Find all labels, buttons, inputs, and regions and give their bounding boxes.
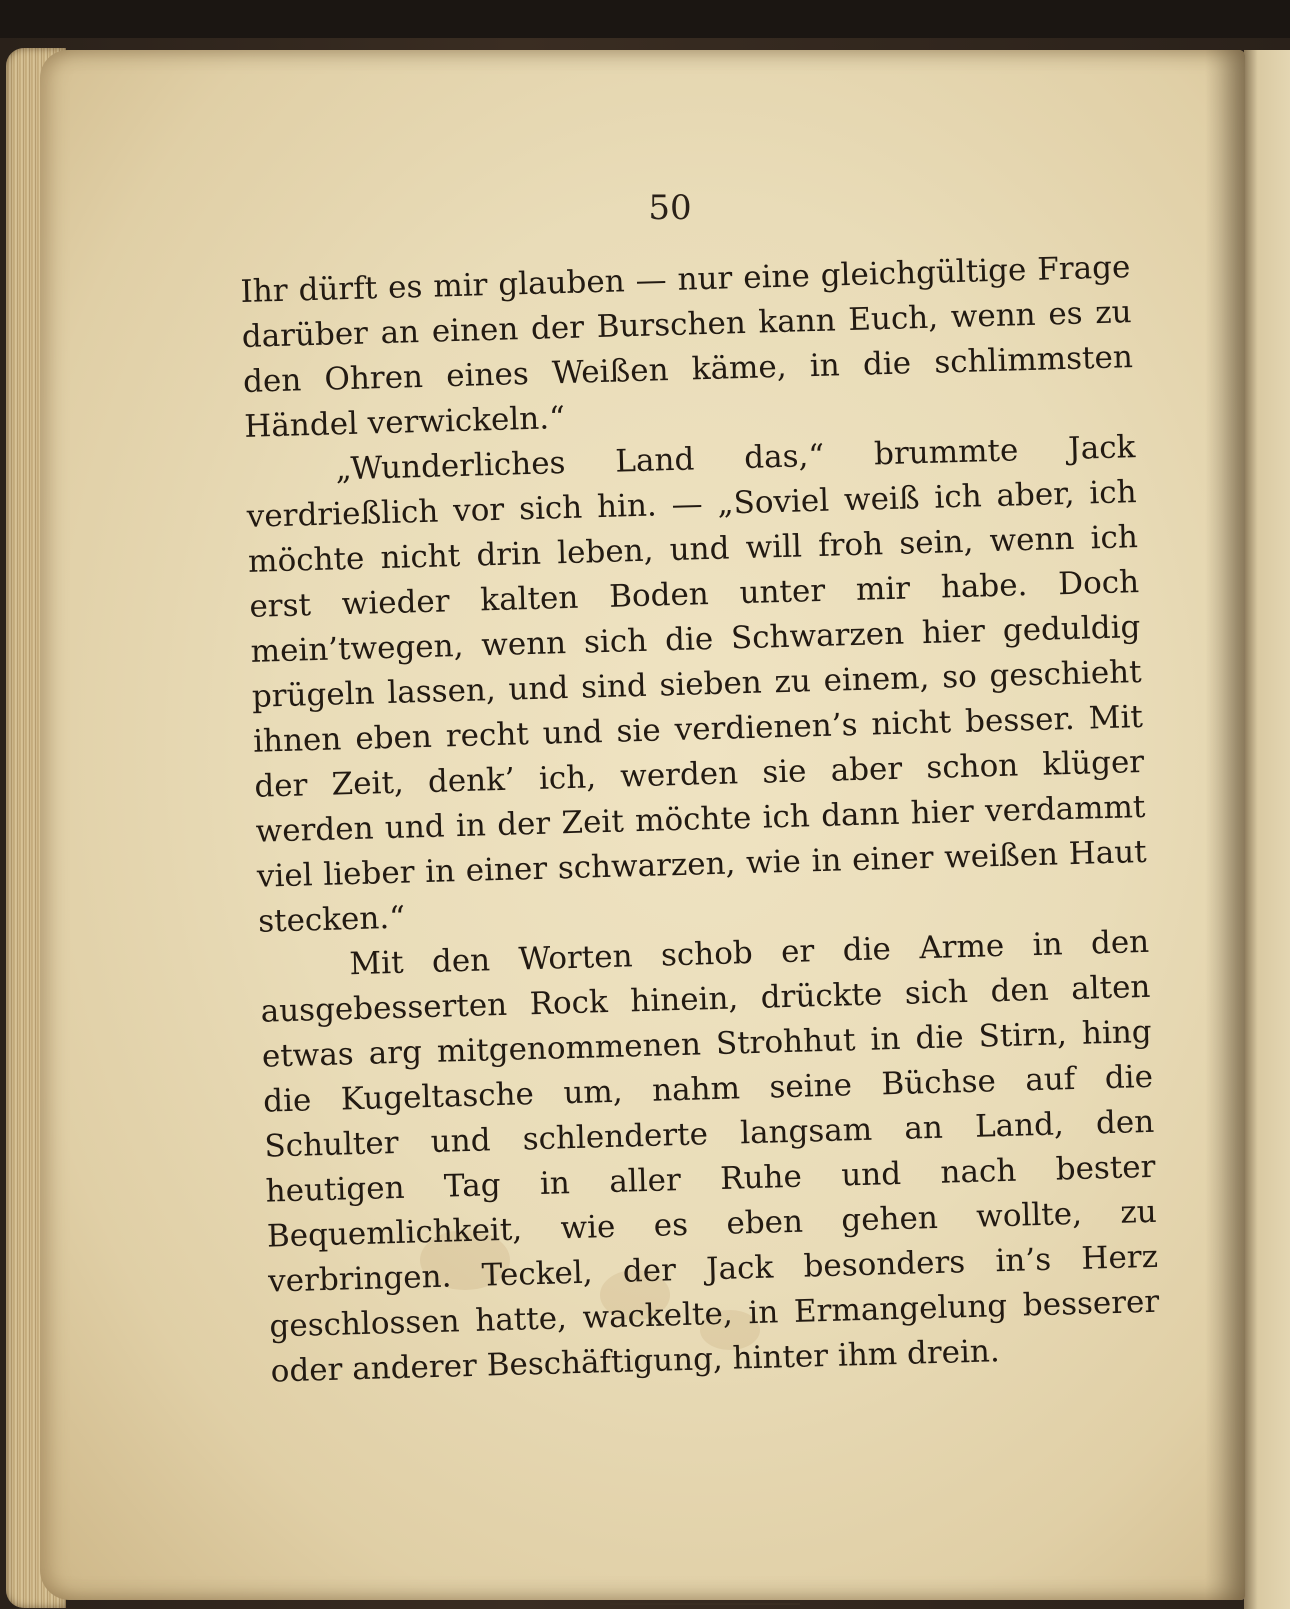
paragraph-1: Ihr dürft es mir glauben — nur eine gleichgültige Frage darüber an einen der Burschen kann Euch, wenn es zu den Ohren eines Weißen käme, in die schlimmsten Händel verwickeln.“ xyxy=(240,249,1134,445)
paragraph-3: Mit den Worten schob er die Arme in den ausgebesserten Rock hinein, drückte sich den alten etwas arg mitgenommenen Strohhut in die Stirn, hing die Kugeltasche um, nahm seine Büchse auf die Schulter und schlenderte langsam an Land, den heutigen Tag in aller Ruhe und nach bester Bequemlichkeit, wie es eben gehen wollte, zu verbringen. Teckel, der Jack besonders in’s Herz geschlossen hatte, wackelte, in Ermangelung besserer oder anderer Beschäftigung, hinter ihm drein. xyxy=(260,923,1160,1390)
paragraph-2: „Wunderliches Land das,“ brummte Jack verdrießlich vor sich hin. — „Soviel weiß ich aber, ich möchte nicht drin leben, und will froh sein, wenn ich erst wieder kalten Boden unter mir habe. Doch mein’twegen, wenn sich die Schwarzen hier geduldig prügeln lassen, und sind sieben zu einem, so geschieht ihnen eben recht und sie verdienen’s nicht besser. Mit der Zeit, denk’ ich, werden sie aber schon klüger werden und in der Zeit möchte ich dann hier verdammt viel lieber in einer schwarzen, wie in einer weißen Haut stecken.“ xyxy=(246,429,1148,940)
facing-page-edge xyxy=(1244,50,1290,1609)
body-text xyxy=(240,245,1161,1394)
page-number: 50 xyxy=(648,188,692,228)
section-rule xyxy=(610,1603,800,1605)
gutter-shadow xyxy=(1205,50,1245,1600)
